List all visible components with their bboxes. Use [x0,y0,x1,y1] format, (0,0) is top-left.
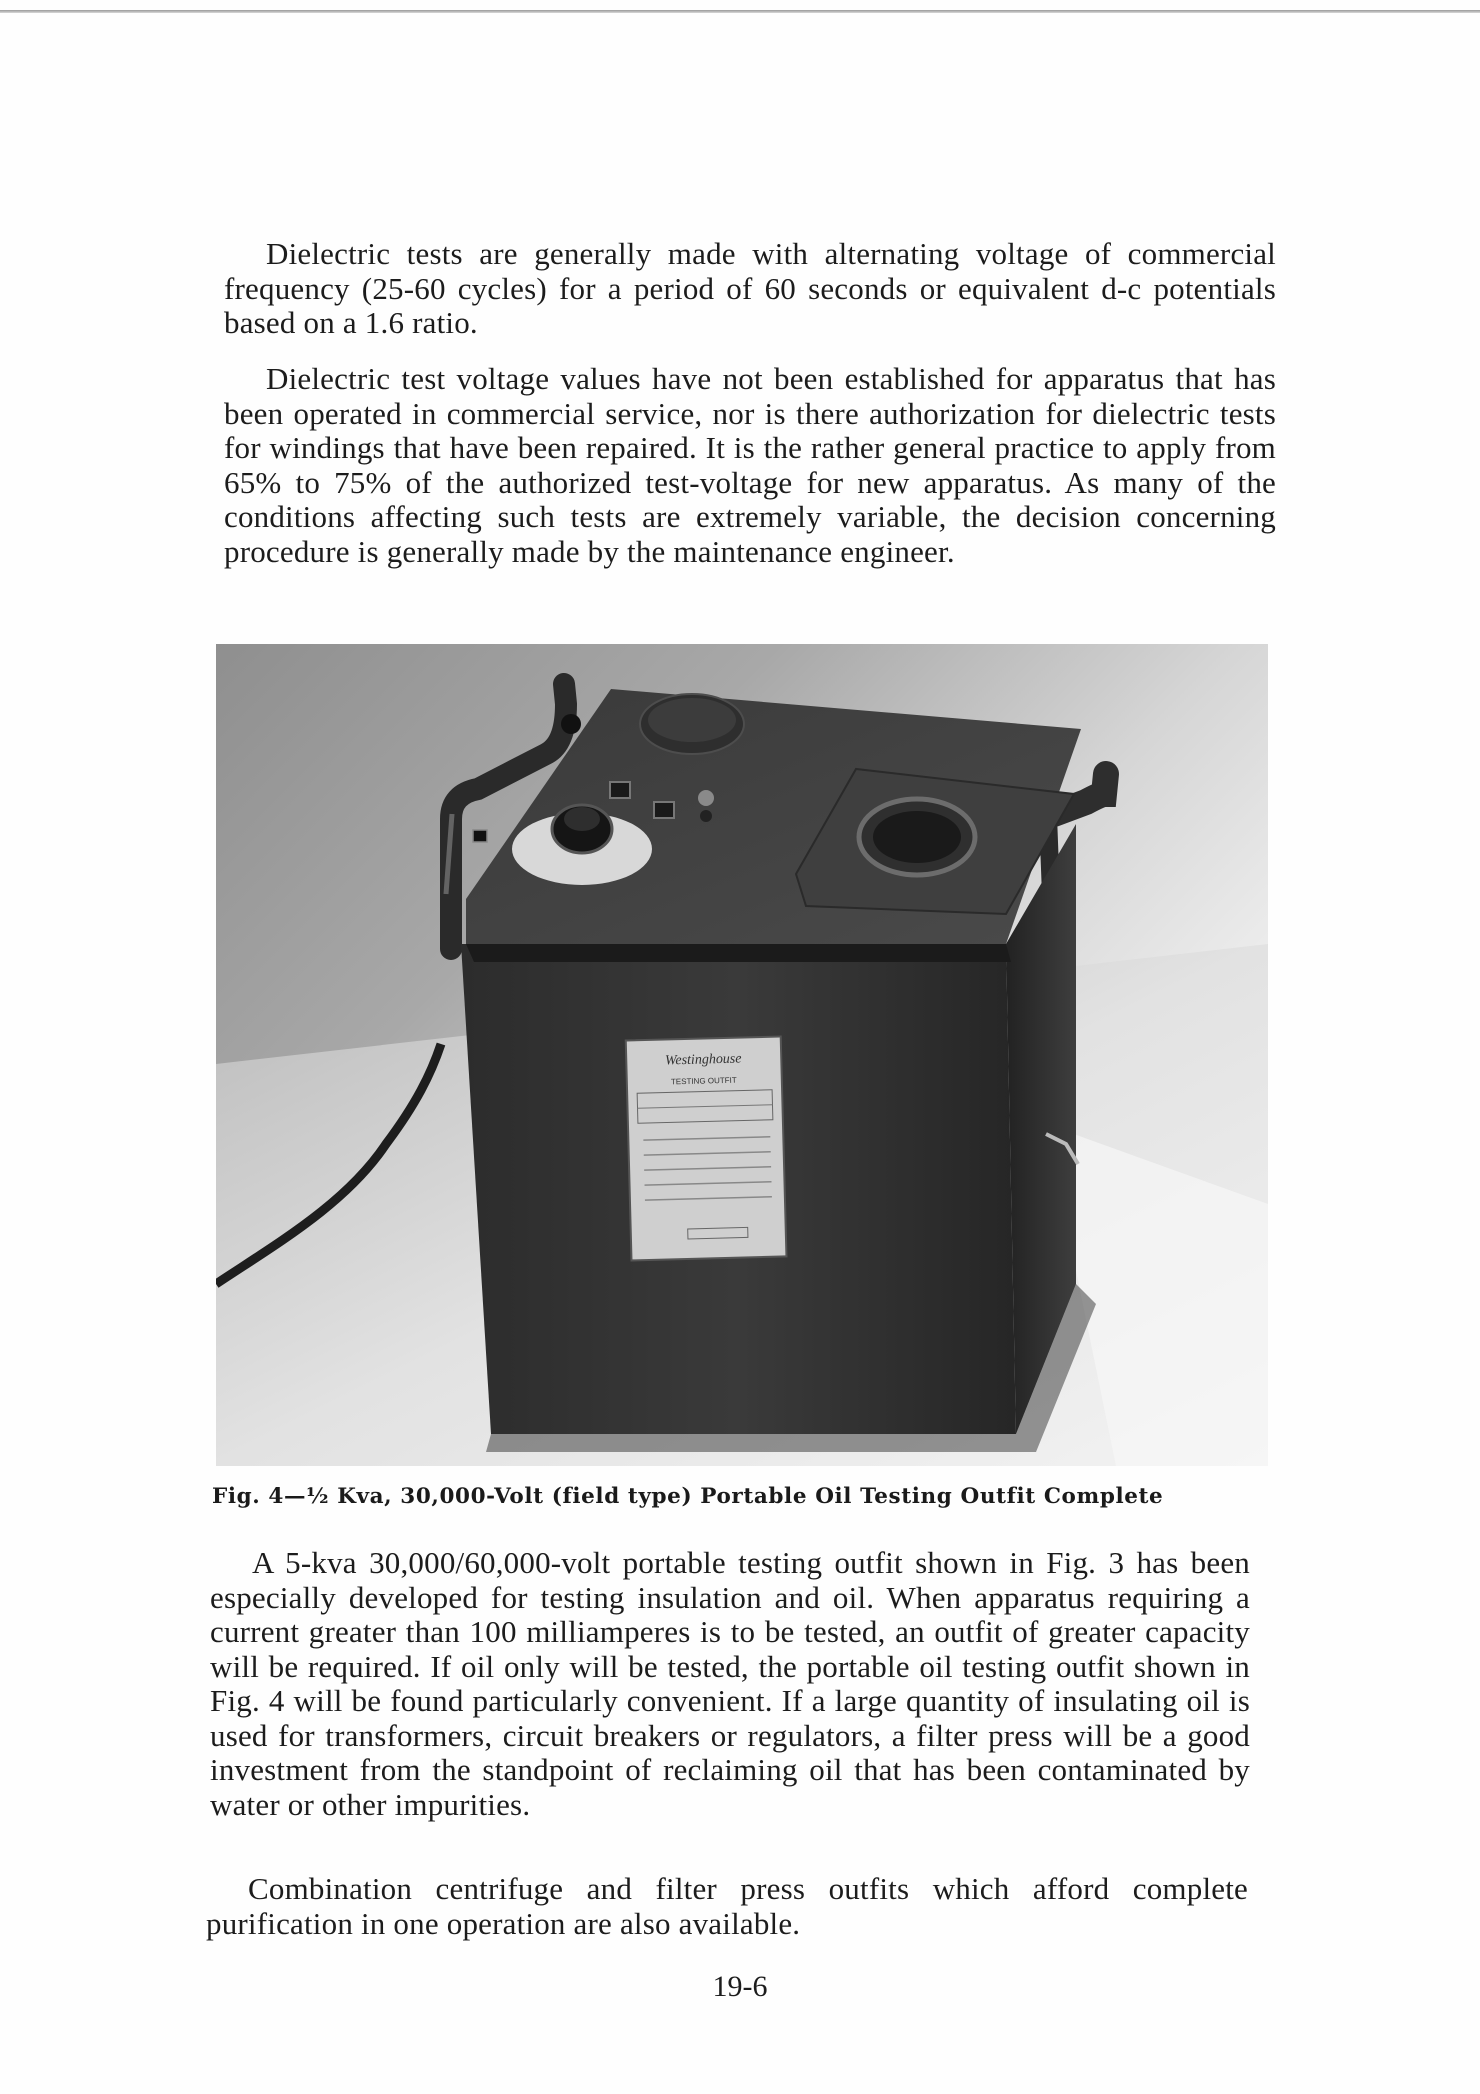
figure-caption: Fig. 4—½ Kva, 30,000-Volt (field type) Portable Oil Testing Outfit Complete [212,1484,1164,1509]
indicator-button [698,790,714,806]
side-switch [473,830,487,842]
figure-photo-oil-testing-outfit [216,644,1268,1466]
pilot-lamp [561,714,581,734]
lid-edge [466,944,1011,962]
paragraph-test-voltage-values: Dielectric test voltage values have not been established for apparatus that has been operated in commercial service, nor is there authorization for dielectric tests for windings that have been repaired. It is the rather general practice to apply from 65% to 75% of the authorized test-voltage for new apparatus. As many of the conditions affecting such tests are extremely variable, the decision concerning procedure is generally made by the maintenance engineer. [224,361,1276,569]
nameplate-body [626,1036,787,1260]
paragraph-dielectric-tests: Dielectric tests are generally made with alternating voltage of commercial frequency (25-60 cycles) for a period of 60 seconds or equivalent d-c potentials based on a 1.6 ratio. [224,236,1276,340]
page-number: 19-6 [712,1970,768,2003]
nameplate [626,1036,787,1260]
paragraph-combination-outfits: Combination centrifuge and filter press outfits which afford complete purification in one operation are also available. [206,1871,1248,1941]
toggle-switch-1 [610,782,630,798]
nameplate-brand: Westinghouse [664,1051,742,1069]
paragraph-portable-testing-outfit: A 5-kva 30,000/60,000-volt portable testing outfit shown in Fig. 3 has been especially developed for testing insulation and oil. When apparatus requiring a current greater than 100 milliamperes is to be tested, an outfit of greater capacity will be required. If oil only will be tested, the portable oil testing outfit shown in Fig. 4 will be found particularly convenient. If a large quantity of insulating oil is used for transformers, circuit breakers or regulators, a filter press will be a good investment from the standpoint of reclaiming oil that has been contaminated by water or other impurities. [210,1545,1250,1822]
control-knob-top [564,807,600,831]
indicator-socket [700,810,712,822]
page-top-border [0,10,1480,13]
nameplate-title: TESTING OUTFIT [670,1075,737,1087]
oil-testing-outfit-illustration [216,644,1268,1466]
oil-cup-inner [873,811,961,863]
top-cover-disc-face [648,698,736,742]
toggle-switch-2 [654,802,674,818]
